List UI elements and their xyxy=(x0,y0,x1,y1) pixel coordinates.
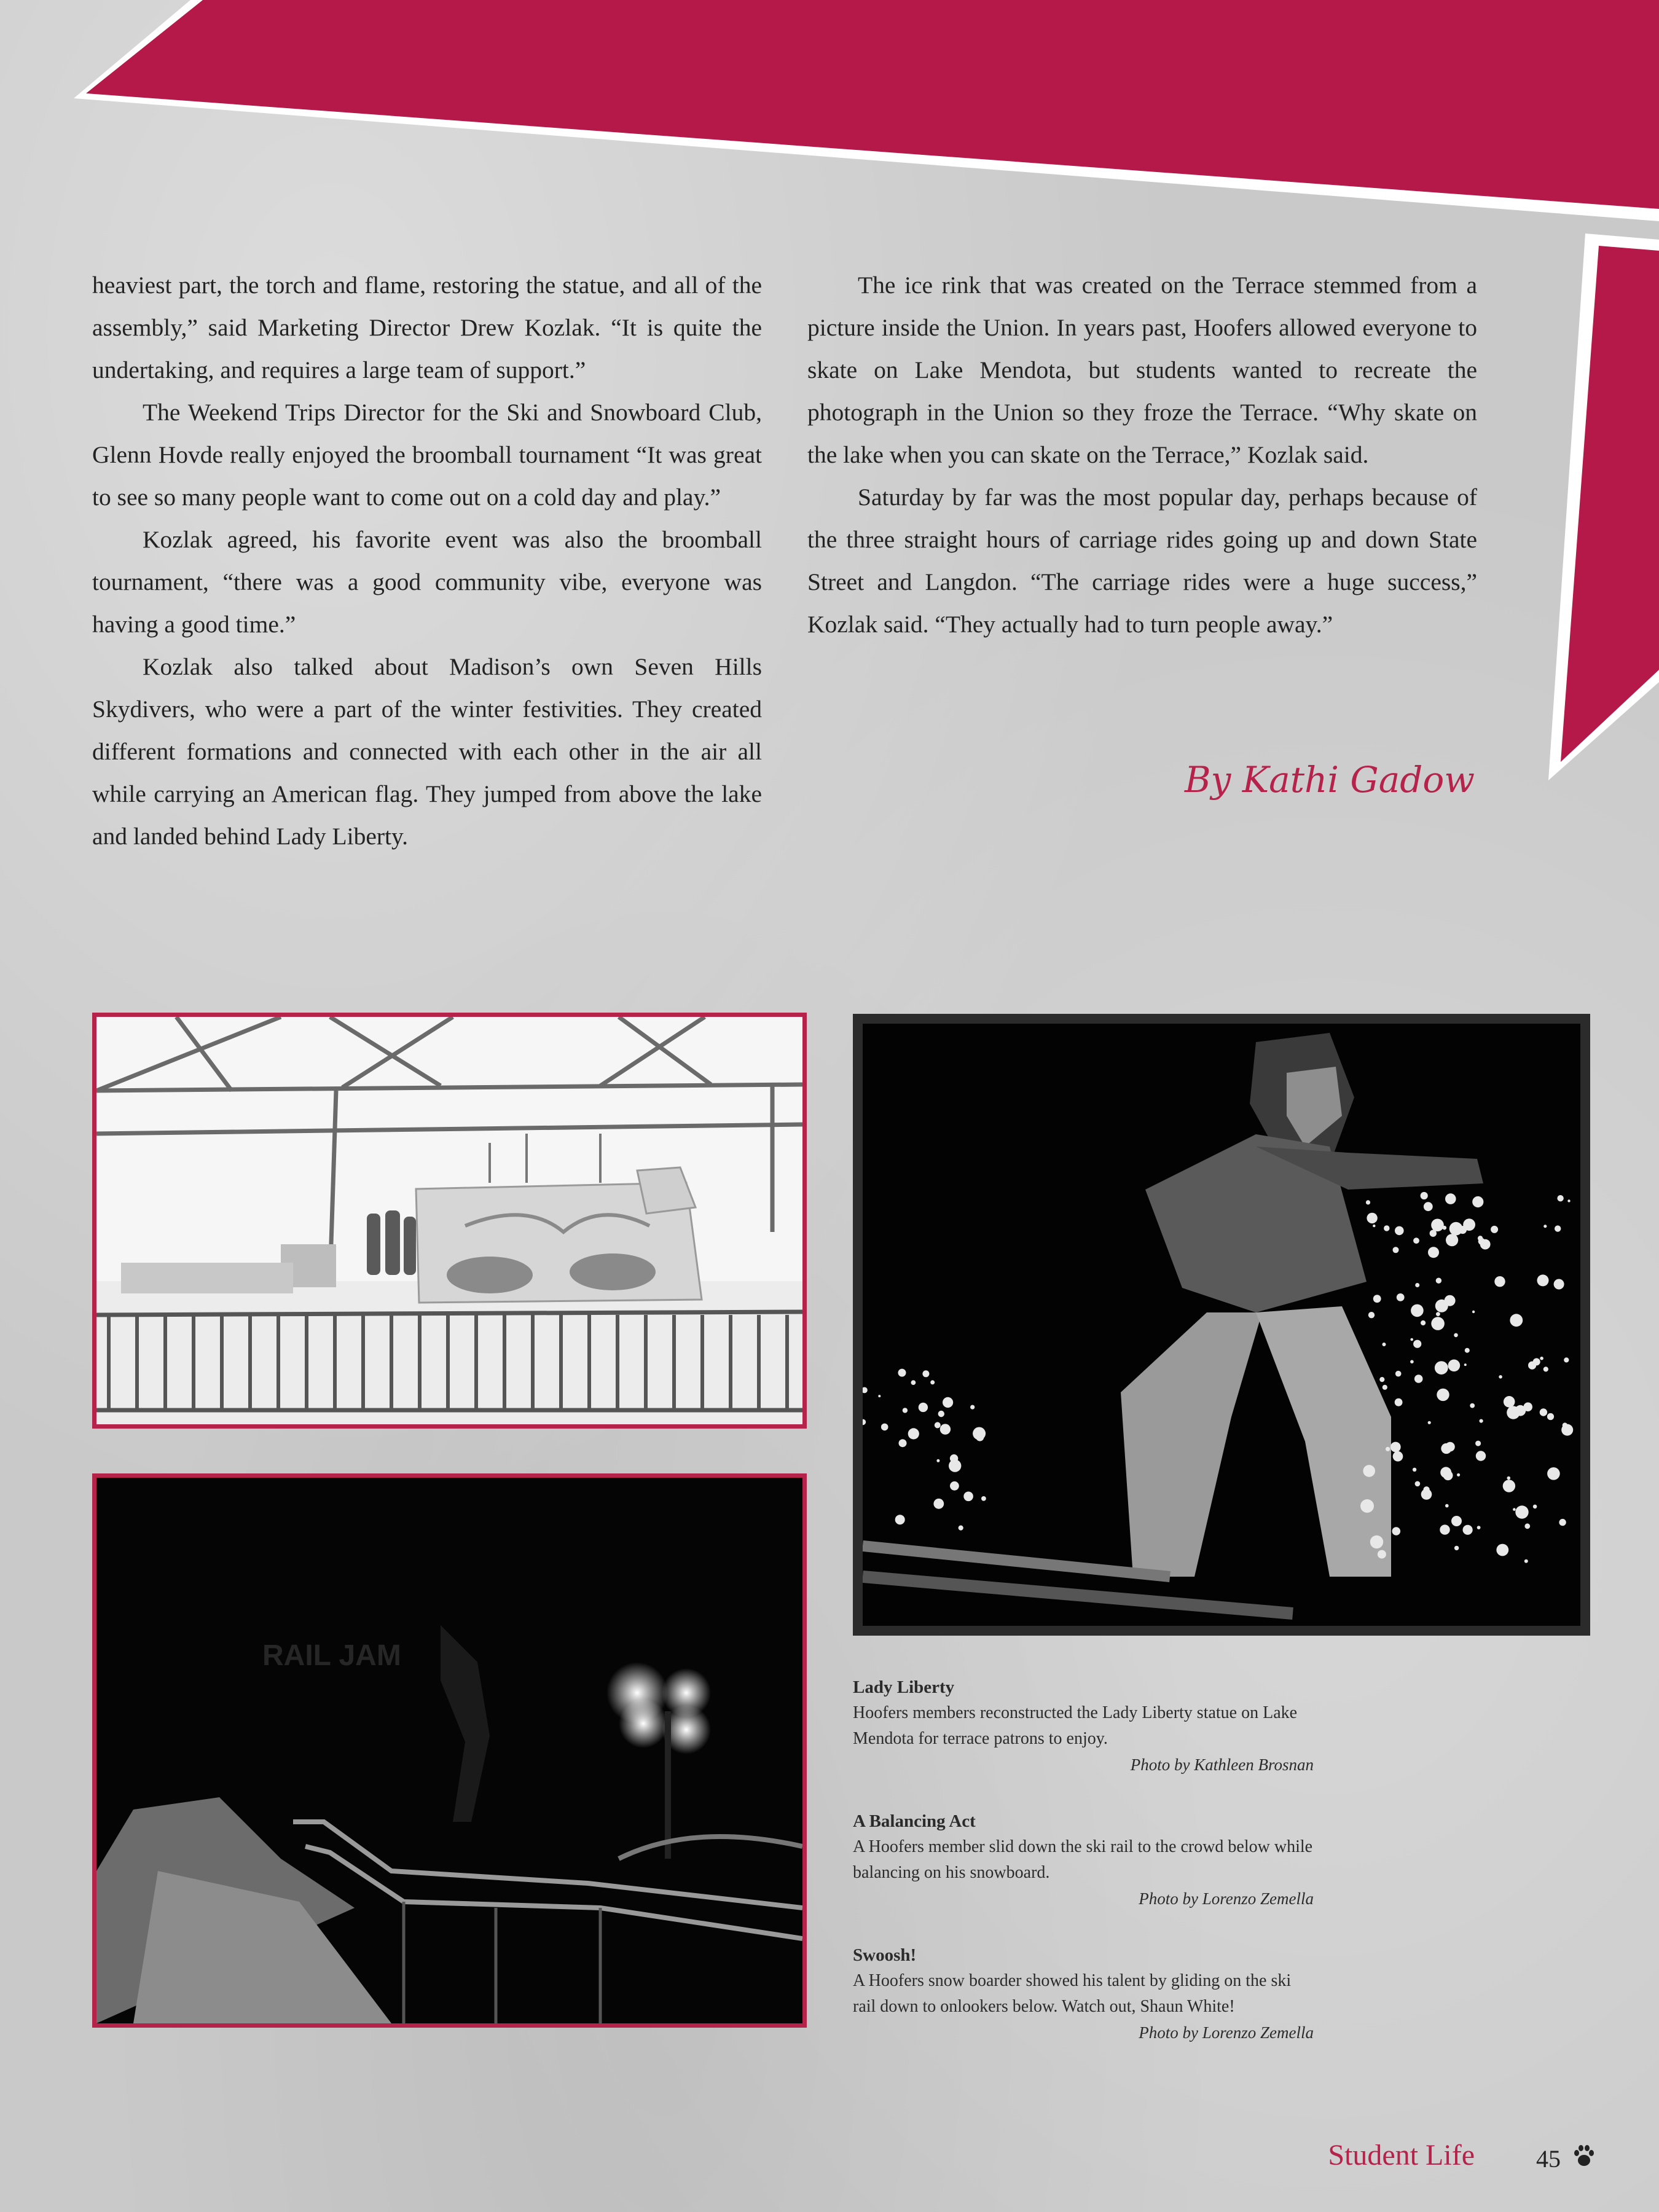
caption-swoosh xyxy=(853,1942,1314,2045)
caption-title: Lady Liberty xyxy=(853,1677,955,1697)
caption-balancing-act xyxy=(853,1808,1314,1912)
rail-jam-illustration xyxy=(96,1478,802,2023)
caption-title: Swoosh! xyxy=(853,1945,917,1965)
photo-balancing-act xyxy=(92,1473,807,2028)
article-left-column xyxy=(92,264,762,858)
paw-print-icon xyxy=(1573,2143,1595,2168)
left-paragraph-4: Kozlak also talked about Madison’s own Seven Hills Skydivers, who were a part of the winter festivities. They created different formations and connected with each other in the air all while carrying an American flag. They jumped from above the lake and landed behind Lady Liberty. xyxy=(92,653,762,850)
rail-jam-sign: RAIL JAM xyxy=(262,1639,401,1672)
left-paragraph-1: heaviest part, the torch and flame, restoring the statue, and all of the assembly,” said Marketing Director Drew Kozlak. “It is quite the undertaking, and requires a large team of support.” xyxy=(92,272,762,383)
caption-text: A Hoofers member slid down the ski rail to the crowd below while balancing on his snowboard. xyxy=(853,1837,1313,1882)
caption-credit: Photo by Lorenzo Zemella xyxy=(1139,2023,1314,2042)
author-byline: By Kathi Gadow xyxy=(1185,759,1475,801)
left-paragraph-3: Kozlak agreed, his favorite event was also the broomball tournament, “there was a good community vibe, everyone was having a good time.” xyxy=(92,526,762,638)
lady-liberty-illustration xyxy=(96,1017,802,1424)
article-right-column xyxy=(807,264,1477,646)
right-paragraph-1: The ice rink that was created on the Terrace stemmed from a picture inside the Union. In years past, Hoofers allowed everyone to skate on Lake Mendota, but students wanted to recreate the photograph in the Union so they froze the Terrace. “Why skate on the lake when you can skate on the Terrace,” Kozlak said. xyxy=(807,272,1477,468)
caption-text: A Hoofers snow boarder showed his talent by gliding on the ski rail down to onlookers below. Watch out, Shaun White! xyxy=(853,1971,1292,2016)
caption-lady-liberty xyxy=(853,1674,1314,1778)
snowboarder-illustration xyxy=(863,1024,1580,1626)
left-paragraph-2: The Weekend Trips Director for the Ski and Snowboard Club, Glenn Hovde really enjoyed the broomball tournament “It was great to see so many people want to come out on a cold day and play.” xyxy=(92,399,762,511)
caption-title: A Balancing Act xyxy=(853,1811,976,1831)
page-number: 45 xyxy=(1536,2145,1561,2173)
section-title: Student Life xyxy=(1328,2139,1475,2171)
caption-text: Hoofers members reconstructed the Lady Liberty statue on Lake Mendota for terrace patrons to enjoy. xyxy=(853,1703,1298,1748)
caption-credit: Photo by Lorenzo Zemella xyxy=(1139,1889,1314,1908)
photo-captions xyxy=(853,1674,1314,2076)
photo-lady-liberty xyxy=(92,1013,807,1429)
photo-swoosh xyxy=(853,1014,1590,1636)
caption-credit: Photo by Kathleen Brosnan xyxy=(1130,1755,1314,1774)
right-paragraph-2: Saturday by far was the most popular day, perhaps because of the three straight hours of carriage rides going up and down State Street and Langdon. “The carriage rides were a huge success,” Kozlak said. “They actually had to turn people away.” xyxy=(807,484,1477,638)
